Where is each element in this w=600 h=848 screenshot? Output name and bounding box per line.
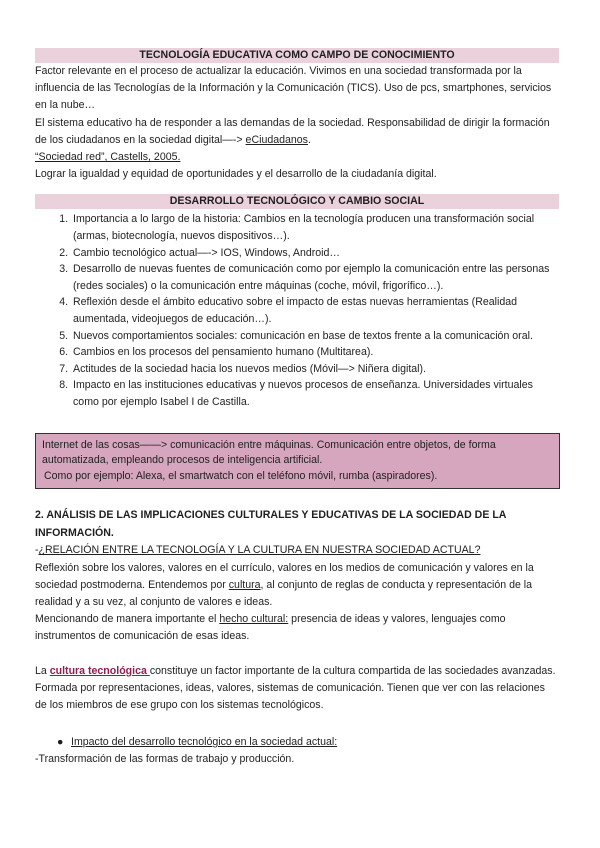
- cultura-term: cultura: [228, 578, 261, 591]
- text: constituye un factor importante de la cultura compartida de las sociedades avanzadas. Formada por representaciones, ideas, valores, sistemas de comunicación. Tienen que ver con las relaciones de los miembros de ese grupo con los sistemas tecnológicos.: [35, 664, 556, 711]
- paragraph: [35, 560, 559, 612]
- internet-of-things-box: [35, 433, 560, 490]
- list-item: 6. Cambios en los procesos del pensamiento humano (Multitarea).: [71, 344, 559, 361]
- bullet-list: [35, 734, 559, 751]
- text: .: [307, 133, 311, 146]
- paragraph: [35, 663, 559, 715]
- list-item: 4. Reflexión desde el ámbito educativo sobre el impacto de estas nuevas herramientas (Realidad aumentada, videojuegos de educación…).: [71, 294, 559, 327]
- paragraph: [35, 115, 559, 149]
- text: El sistema educativo ha de responder a las demandas de la sociedad. Responsabilidad de dirigir la formación de los ciudadanos en la sociedad digital—->: [35, 116, 550, 146]
- list-item: 5. Nuevos comportamientos sociales: comunicación en base de textos frente a la comunicación oral.: [71, 328, 559, 345]
- quote-castells: “Sociedad red”, Castells, 2005.: [35, 151, 181, 164]
- hecho-cultural-term: hecho cultural:: [219, 613, 289, 626]
- section-heading-desarrollo-tecnologico: DESARROLLO TECNOLÓGICO Y CAMBIO SOCIAL: [35, 194, 559, 209]
- box-line: Internet de las cosas——> comunicación entre máquinas. Comunicación entre objetos, de forma automatizada, empleando procesos de inteligencia artificial.: [42, 438, 496, 467]
- list-item: [57, 734, 559, 751]
- list-item: 7. Actitudes de la sociedad hacia los nuevos medios (Móvil—> Niñera digital).: [71, 361, 559, 378]
- paragraph: -Transformación de las formas de trabajo y producción.: [35, 753, 295, 766]
- list-item: 1. Importancia a lo largo de la historia: Cambios en la tecnología producen una transformación social (armas, biotecnología, nuevos dispositivos…).: [71, 211, 559, 244]
- document-page: [35, 48, 559, 768]
- bullet-text: Impacto del desarrollo tecnológico en la sociedad actual:: [71, 736, 338, 749]
- text: La: [35, 664, 50, 677]
- text: -: [35, 544, 39, 557]
- text: Reflexión sobre los valores, valores en el currículo, valores en los medios de comunicación y valores en la sociedad postmoderna. Entendemos por: [35, 561, 534, 591]
- subheading: [35, 542, 559, 559]
- text: , al conjunto de reglas de conducta y representación de la realidad y a su vez, al conjunto de valores e ideas.: [35, 578, 533, 608]
- paragraph: Lograr la igualdad y equidad de oportunidades y el desarrollo de la ciudadanía digital.: [35, 168, 437, 181]
- eciudadanos-link[interactable]: eCiudadanos: [245, 133, 308, 146]
- section-heading-tecnologia-educativa: TECNOLOGÍA EDUCATIVA COMO CAMPO DE CONOCIMIENTO: [35, 48, 559, 63]
- list-item: 2. Cambio tecnológico actual—-> IOS, Windows, Android…: [71, 245, 559, 262]
- list-item: 8. Impacto en las instituciones educativas y nuevos procesos de enseñanza. Universidades virtuales como por ejemplo Isabel I de Castilla.: [71, 377, 559, 410]
- section-heading-analisis: 2. ANÁLISIS DE LAS IMPLICACIONES CULTURALES Y EDUCATIVAS DE LA SOCIEDAD DE LA INFORMACIÓN.: [35, 509, 507, 539]
- bullet-icon: ●: [57, 736, 64, 749]
- text: presencia de ideas y valores, lenguajes como instrumentos de comunicación de esas ideas.: [35, 613, 506, 643]
- numbered-list: [35, 211, 559, 410]
- subheading-link: ¿RELACIÓN ENTRE LA TECNOLOGÍA Y LA CULTURA EN NUESTRA SOCIEDAD ACTUAL?: [38, 544, 481, 557]
- paragraph: [35, 611, 559, 645]
- cultura-tecnologica-term: cultura tecnológica: [49, 664, 150, 677]
- list-item: 3. Desarrollo de nuevas fuentes de comunicación como por ejemplo la comunicación entre las personas (redes sociales) o la comunicación entre máquinas (coche, móvil, frigorífico…).: [71, 261, 559, 294]
- box-line: Como por ejemplo: Alexa, el smartwatch con el teléfono móvil, rumba (aspiradores).: [44, 469, 438, 482]
- paragraph: Factor relevante en el proceso de actualizar la educación. Vivimos en una sociedad transformada por la influencia de las Tecnologías de la Información y la Comunicación (TICS). Uso de pcs, smartphones, servicios en la nube…: [35, 65, 552, 112]
- text: Mencionando de manera importante el: [35, 613, 220, 626]
